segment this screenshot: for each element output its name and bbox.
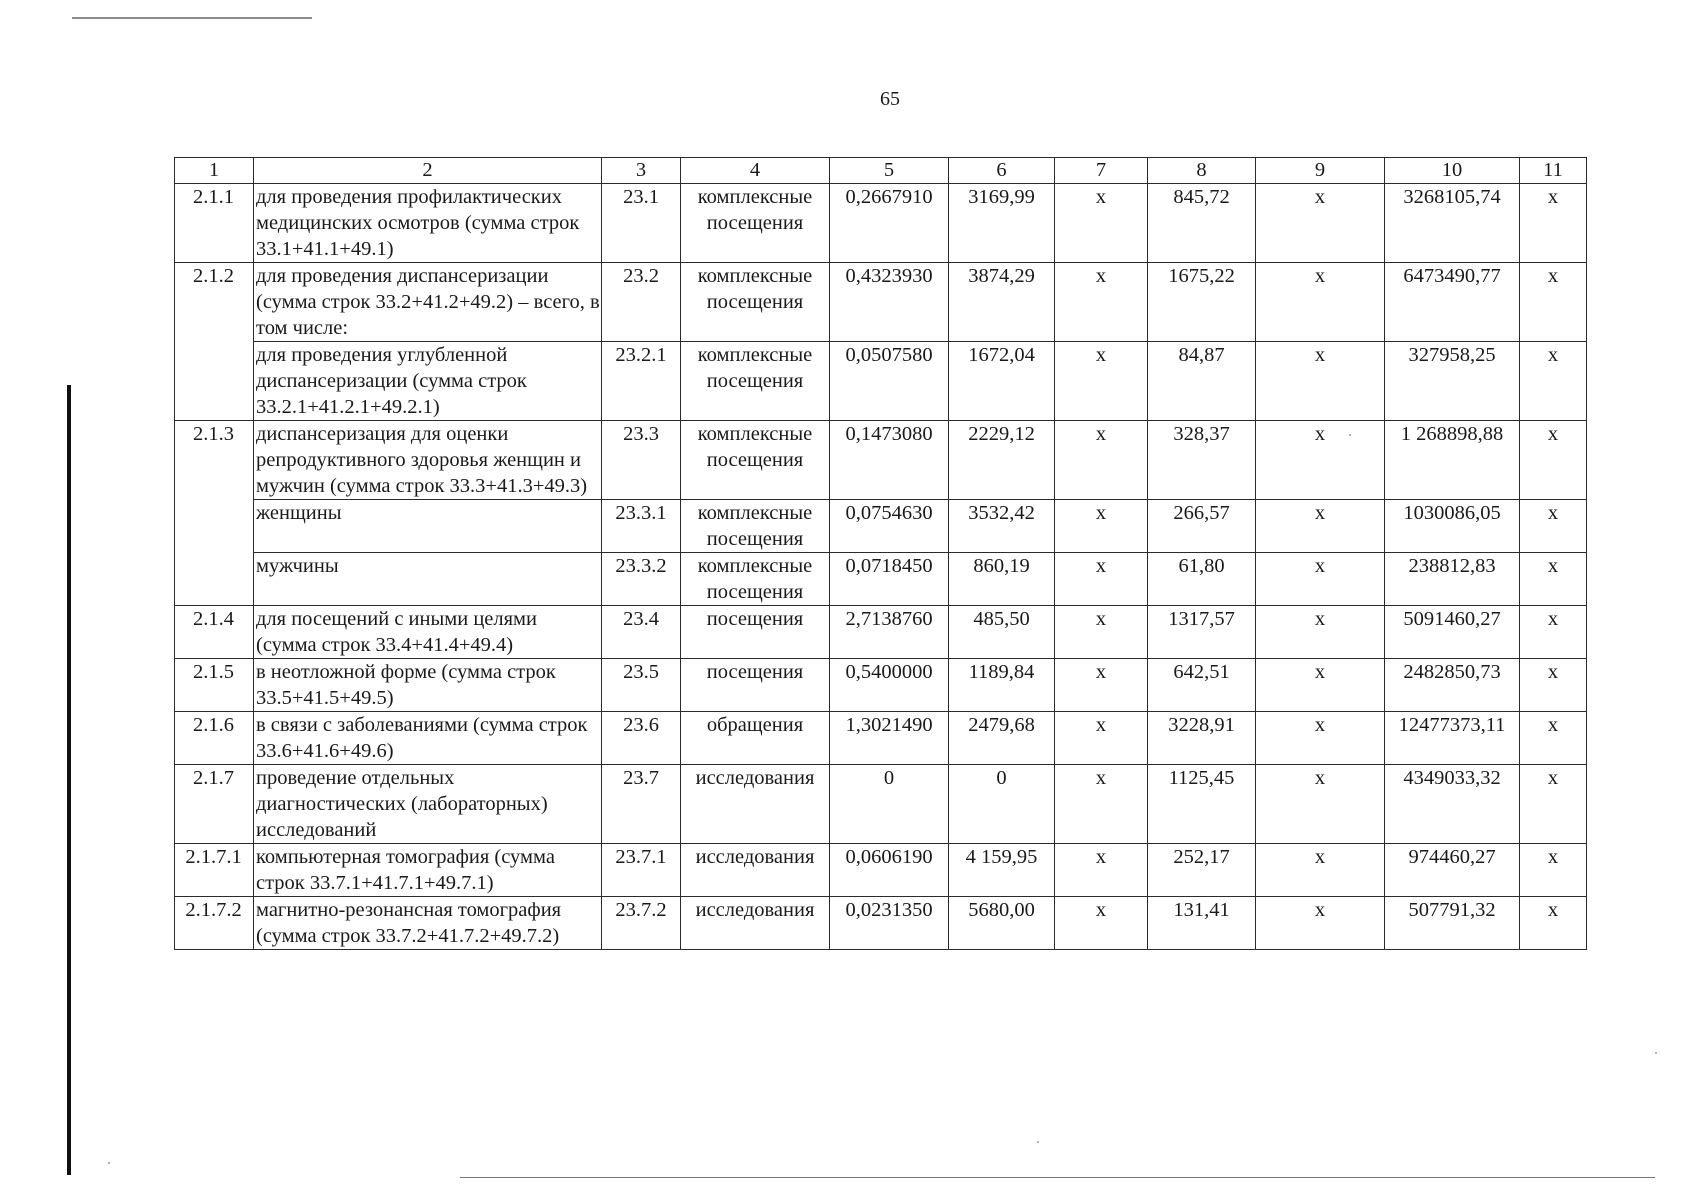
- row-unit: комплексные посещения: [681, 263, 830, 342]
- row-value-col7: х: [1055, 263, 1148, 342]
- row-value-col7: х: [1055, 606, 1148, 659]
- row-description: женщины: [254, 500, 602, 553]
- row-value-col11: х: [1520, 844, 1587, 897]
- row-description: в неотложной форме (сумма строк 33.5+41.5+49.5): [254, 659, 602, 712]
- row-code: 2.1.6: [175, 712, 254, 765]
- row-value-col7: х: [1055, 897, 1148, 950]
- column-number: 1: [175, 158, 254, 184]
- column-number: 5: [830, 158, 949, 184]
- row-value-col8: 1125,45: [1148, 765, 1256, 844]
- row-value-col9: х: [1256, 765, 1385, 844]
- row-value-col11: х: [1520, 421, 1587, 500]
- scan-speck: [1655, 1052, 1657, 1054]
- table-row: [175, 421, 1587, 500]
- column-number: 11: [1520, 158, 1587, 184]
- column-number-row: [175, 158, 1587, 184]
- row-value-col6: 2229,12: [949, 421, 1055, 500]
- row-value-col11: х: [1520, 712, 1587, 765]
- row-value-col8: 328,37: [1148, 421, 1256, 500]
- row-line-number: 23.7.2: [602, 897, 681, 950]
- row-value-col5: 0,0507580: [830, 342, 949, 421]
- row-value-col10: 238812,83: [1385, 553, 1520, 606]
- row-value-col11: х: [1520, 263, 1587, 342]
- row-unit: посещения: [681, 659, 830, 712]
- row-line-number: 23.7: [602, 765, 681, 844]
- row-value-col10: 3268105,74: [1385, 184, 1520, 263]
- table-row: [175, 659, 1587, 712]
- row-value-col8: 266,57: [1148, 500, 1256, 553]
- row-unit: комплексные посещения: [681, 421, 830, 500]
- row-value-col8: 642,51: [1148, 659, 1256, 712]
- row-code: 2.1.1: [175, 184, 254, 263]
- column-number: 3: [602, 158, 681, 184]
- row-line-number: 23.4: [602, 606, 681, 659]
- row-value-col11: х: [1520, 606, 1587, 659]
- row-value-col9: х: [1256, 500, 1385, 553]
- row-value-col5: 0,1473080: [830, 421, 949, 500]
- row-value-col9: х: [1256, 184, 1385, 263]
- row-unit: исследования: [681, 765, 830, 844]
- row-value-col9: х: [1256, 606, 1385, 659]
- row-value-col10: 4349033,32: [1385, 765, 1520, 844]
- row-unit: посещения: [681, 606, 830, 659]
- row-value-col10: 5091460,27: [1385, 606, 1520, 659]
- row-unit: комплексные посещения: [681, 342, 830, 421]
- row-value-col8: 1317,57: [1148, 606, 1256, 659]
- row-description: компьютерная томография (сумма строк 33.7.1+41.7.1+49.7.1): [254, 844, 602, 897]
- row-description: для проведения диспансеризации (сумма строк 33.2+41.2+49.2) – всего, в том числе:: [254, 263, 602, 342]
- row-value-col6: 3874,29: [949, 263, 1055, 342]
- table-row: [175, 844, 1587, 897]
- row-value-col11: х: [1520, 897, 1587, 950]
- row-value-col6: 485,50: [949, 606, 1055, 659]
- row-code: 2.1.4: [175, 606, 254, 659]
- row-description: для посещений с иными целями (сумма строк 33.4+41.4+49.4): [254, 606, 602, 659]
- scan-artifact-top-line: [72, 17, 312, 19]
- row-value-col5: 0,0718450: [830, 553, 949, 606]
- column-number: 4: [681, 158, 830, 184]
- row-value-col5: 0: [830, 765, 949, 844]
- column-number: 10: [1385, 158, 1520, 184]
- column-number: 9: [1256, 158, 1385, 184]
- row-unit: обращения: [681, 712, 830, 765]
- row-value-col5: 0,0231350: [830, 897, 949, 950]
- scan-artifact-bottom-line: [460, 1177, 1655, 1178]
- row-value-col7: х: [1055, 553, 1148, 606]
- row-value-col11: х: [1520, 342, 1587, 421]
- row-value-col11: х: [1520, 184, 1587, 263]
- scan-speck: [108, 1162, 110, 1164]
- row-value-col6: 5680,00: [949, 897, 1055, 950]
- row-value-col9: х: [1256, 897, 1385, 950]
- table-row: [175, 712, 1587, 765]
- row-value-col7: х: [1055, 184, 1148, 263]
- row-value-col6: 1189,84: [949, 659, 1055, 712]
- row-value-col5: 0,0754630: [830, 500, 949, 553]
- row-value-col8: 845,72: [1148, 184, 1256, 263]
- row-value-col5: 2,7138760: [830, 606, 949, 659]
- row-value-col9: х: [1256, 342, 1385, 421]
- scan-artifact-left-bar: [67, 385, 71, 1175]
- table-row: [175, 184, 1587, 263]
- row-value-col6: 3532,42: [949, 500, 1055, 553]
- row-value-col6: 3169,99: [949, 184, 1055, 263]
- row-value-col10: 974460,27: [1385, 844, 1520, 897]
- row-line-number: 23.3.2: [602, 553, 681, 606]
- row-description: в связи с заболеваниями (сумма строк 33.6+41.6+49.6): [254, 712, 602, 765]
- row-value-col10: 12477373,11: [1385, 712, 1520, 765]
- table-row: [175, 897, 1587, 950]
- row-code: 2.1.5: [175, 659, 254, 712]
- row-value-col6: 4 159,95: [949, 844, 1055, 897]
- column-number: 8: [1148, 158, 1256, 184]
- row-line-number: 23.7.1: [602, 844, 681, 897]
- row-value-col8: 3228,91: [1148, 712, 1256, 765]
- column-number: 2: [254, 158, 602, 184]
- row-line-number: 23.3.1: [602, 500, 681, 553]
- row-value-col8: 1675,22: [1148, 263, 1256, 342]
- table-row: [175, 553, 1587, 606]
- row-value-col10: 1 268898,88: [1385, 421, 1520, 500]
- row-value-col11: х: [1520, 765, 1587, 844]
- row-unit: исследования: [681, 897, 830, 950]
- row-unit: комплексные посещения: [681, 184, 830, 263]
- row-value-col8: 252,17: [1148, 844, 1256, 897]
- column-number: 6: [949, 158, 1055, 184]
- row-description: для проведения профилактических медицинских осмотров (сумма строк 33.1+41.1+49.1): [254, 184, 602, 263]
- row-value-col5: 0,0606190: [830, 844, 949, 897]
- row-value-col11: х: [1520, 500, 1587, 553]
- row-value-col7: х: [1055, 765, 1148, 844]
- row-value-col10: 507791,32: [1385, 897, 1520, 950]
- row-value-col5: 0,5400000: [830, 659, 949, 712]
- row-value-col7: х: [1055, 421, 1148, 500]
- row-line-number: 23.2.1: [602, 342, 681, 421]
- row-value-col6: 0: [949, 765, 1055, 844]
- row-unit: комплексные посещения: [681, 500, 830, 553]
- row-value-col7: х: [1055, 342, 1148, 421]
- row-value-col7: х: [1055, 659, 1148, 712]
- row-description: магнитно-резонансная томография (сумма строк 33.7.2+41.7.2+49.7.2): [254, 897, 602, 950]
- scan-speck: [1037, 1141, 1039, 1143]
- row-value-col9: х: [1256, 553, 1385, 606]
- row-line-number: 23.3: [602, 421, 681, 500]
- row-value-col8: 84,87: [1148, 342, 1256, 421]
- row-description: для проведения углубленной диспансеризации (сумма строк 33.2.1+41.2.1+49.2.1): [254, 342, 602, 421]
- row-value-col9: х: [1256, 263, 1385, 342]
- row-value-col11: х: [1520, 553, 1587, 606]
- row-code: 2.1.2: [175, 263, 254, 421]
- table-row: [175, 765, 1587, 844]
- table-row: [175, 606, 1587, 659]
- row-line-number: 23.2: [602, 263, 681, 342]
- row-value-col8: 131,41: [1148, 897, 1256, 950]
- row-description: мужчины: [254, 553, 602, 606]
- row-code: 2.1.3: [175, 421, 254, 606]
- row-value-col5: 0,4323930: [830, 263, 949, 342]
- row-value-col6: 1672,04: [949, 342, 1055, 421]
- row-code: 2.1.7: [175, 765, 254, 844]
- row-value-col5: 0,2667910: [830, 184, 949, 263]
- row-code: 2.1.7.2: [175, 897, 254, 950]
- row-value-col9: х: [1256, 421, 1385, 500]
- row-line-number: 23.5: [602, 659, 681, 712]
- row-value-col9: х: [1256, 844, 1385, 897]
- row-value-col10: 6473490,77: [1385, 263, 1520, 342]
- row-value-col10: 1030086,05: [1385, 500, 1520, 553]
- row-value-col6: 2479,68: [949, 712, 1055, 765]
- row-value-col9: х: [1256, 659, 1385, 712]
- row-description: диспансеризация для оценки репродуктивного здоровья женщин и мужчин (сумма строк 33.3+41.3+49.3): [254, 421, 602, 500]
- row-value-col7: х: [1055, 500, 1148, 553]
- page-number: 65: [880, 88, 900, 110]
- table-row: [175, 500, 1587, 553]
- row-line-number: 23.1: [602, 184, 681, 263]
- column-number: 7: [1055, 158, 1148, 184]
- table-row: [175, 342, 1587, 421]
- row-value-col11: х: [1520, 659, 1587, 712]
- row-unit: исследования: [681, 844, 830, 897]
- row-value-col5: 1,3021490: [830, 712, 949, 765]
- table-row: [175, 263, 1587, 342]
- row-value-col9: х: [1256, 712, 1385, 765]
- row-value-col7: х: [1055, 712, 1148, 765]
- row-value-col6: 860,19: [949, 553, 1055, 606]
- data-table: [174, 157, 1587, 950]
- row-description: проведение отдельных диагностических (лабораторных) исследований: [254, 765, 602, 844]
- row-code: 2.1.7.1: [175, 844, 254, 897]
- row-value-col10: 327958,25: [1385, 342, 1520, 421]
- row-unit: комплексные посещения: [681, 553, 830, 606]
- row-value-col10: 2482850,73: [1385, 659, 1520, 712]
- row-value-col8: 61,80: [1148, 553, 1256, 606]
- row-value-col7: х: [1055, 844, 1148, 897]
- row-line-number: 23.6: [602, 712, 681, 765]
